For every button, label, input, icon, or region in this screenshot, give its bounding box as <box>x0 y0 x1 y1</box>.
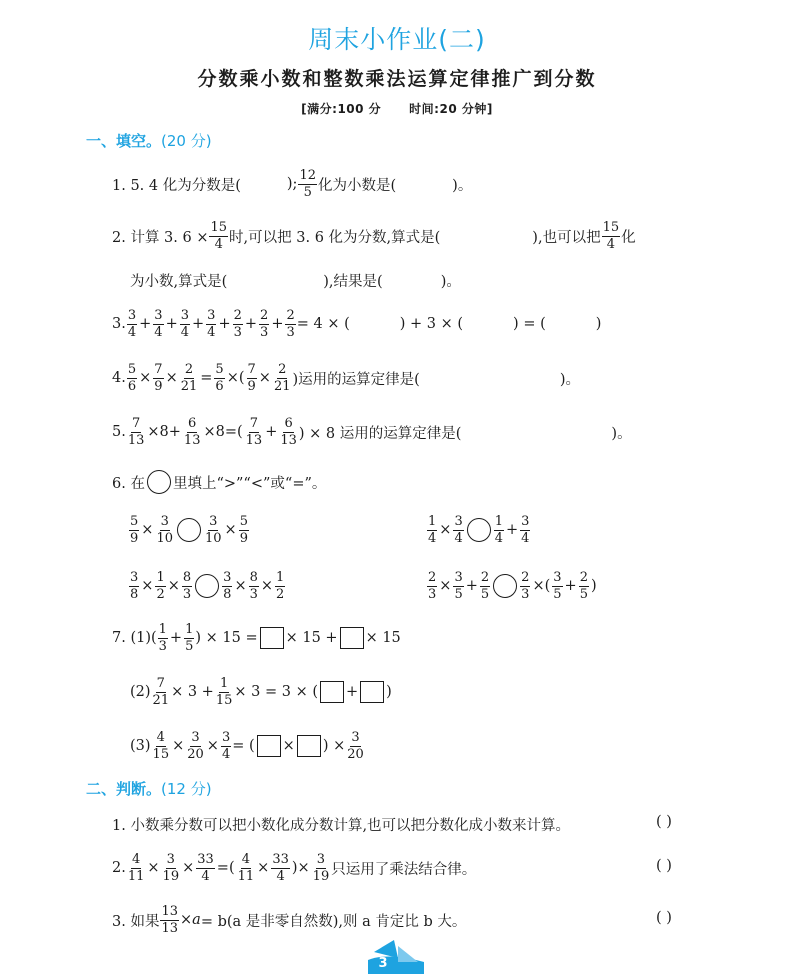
question-7-part-3: (3) $\frac{4}{15}$ × $\frac{3}{20}$ × $\frac{3}{4}$ = ( × ) × $\frac{3}{20}$ <box>130 729 364 762</box>
section-title: 一、填空。 <box>86 132 162 150</box>
compare-circle-icon <box>147 470 171 494</box>
section-title: 二、判断。 <box>86 780 162 798</box>
compare-item-1: $\frac{5}{9}$ × $\frac{3}{10}$ $\frac{3}{10}$ × $\frac{5}{9}$ <box>130 513 248 546</box>
page-number-badge <box>368 938 424 974</box>
fraction: $\frac{12}{5}$ <box>299 167 316 200</box>
section-judge-heading <box>86 778 212 799</box>
question-1: 1. 5. 4 化为分数是( ); $\frac{12}{5}$ 化为小数是( )。 <box>112 167 473 200</box>
answer-box[interactable] <box>260 627 284 649</box>
section-points: (12 分) <box>161 780 212 798</box>
compare-item-2: $\frac{1}{4}$ × $\frac{3}{4}$ $\frac{1}{4}$ + $\frac{3}{4}$ <box>428 513 530 546</box>
answer-box[interactable] <box>360 681 384 703</box>
answer-box[interactable] <box>340 627 364 649</box>
compare-circle-input[interactable] <box>195 574 219 598</box>
answer-box[interactable] <box>257 735 281 757</box>
compare-circle-input[interactable] <box>177 518 201 542</box>
judge-2: 2. $\frac{4}{11}$ × $\frac{3}{19}$ × $\frac{33}{4}$ =( $\frac{4}{11}$ × $\frac{33}{4}$ )× $\frac{3}{19}$ 只运用了乘法结合律。 <box>112 851 477 884</box>
question-4: 4. $\frac{5}{6}$ × $\frac{7}{9}$ × $\frac{2}{21}$ = $\frac{5}{6}$ ×( $\frac{7}{9}$ × $\frac{2}{21}$ )运用的运算定律是( )。 <box>112 361 580 394</box>
page-number: 3 <box>378 956 388 971</box>
question-5: 5. $\frac{7}{13}$ ×8+ $\frac{6}{13}$ ×8=( $\frac{7}{13}$ + $\frac{6}{13}$ ) × 8 运用的运算定律是( )。 <box>112 415 632 448</box>
judge-answer-paren[interactable]: ( ) <box>656 814 672 830</box>
section-points: (20 分) <box>161 132 212 150</box>
compare-circle-input[interactable] <box>493 574 517 598</box>
question-3: 3. $\frac{3}{4}$ + $\frac{3}{4}$ + $\frac{3}{4}$ + $\frac{3}{4}$ + $\frac{2}{3}$ + $\frac{2}{3}$ + $\frac{2}{3}$ = 4 × ( ) + 3 × ( ) = ( ) <box>112 307 602 340</box>
judge-3: 3. 如果 $\frac{13}{13}$ × a = b(a 是非零自然数),则 a 肯定比 b 大。 <box>112 903 467 936</box>
judge-answer-paren[interactable]: ( ) <box>656 858 672 874</box>
score-time-info <box>0 100 794 117</box>
answer-box[interactable] <box>320 681 344 703</box>
page-subtitle: 分数乘小数和整数乘法运算定律推广到分数 <box>197 68 597 90</box>
score-label: [满分:100 分 <box>301 102 382 116</box>
compare-circle-input[interactable] <box>467 518 491 542</box>
compare-item-3: $\frac{3}{8}$ × $\frac{1}{2}$ × $\frac{8}{3}$ $\frac{3}{8}$ × $\frac{8}{3}$ × $\frac{1}{2}$ <box>130 569 285 602</box>
question-7-part-2: (2) $\frac{7}{21}$ × 3 + $\frac{1}{15}$ × 3 = 3 × ( + ) <box>130 675 392 708</box>
fraction: $\frac{15}{4}$ <box>210 219 228 252</box>
fraction: $\frac{15}{4}$ <box>602 219 620 252</box>
time-label: 时间:20 分钟] <box>409 102 493 116</box>
answer-box[interactable] <box>297 735 321 757</box>
judge-1: 1. 小数乘分数可以把小数化成分数计算,也可以把分数化成小数来计算。 <box>112 817 571 834</box>
compare-item-4: $\frac{2}{3}$ × $\frac{3}{5}$ + $\frac{2}{5}$ $\frac{2}{3}$ ×( $\frac{3}{5}$ + $\frac{2}{5}$ ) <box>428 569 597 602</box>
question-2: 2. 计算 3. 6 × $\frac{15}{4}$ 时,可以把 3. 6 化为分数,算式是( ),也可以把 $\frac{15}{4}$ 化 <box>112 219 636 252</box>
question-6: 6. 在 里填上“>”“<”或“=”。 <box>112 460 326 504</box>
page-title: 周末小作业(二) <box>308 25 486 54</box>
question-2-line-2: 为小数,算式是( ),结果是( )。 <box>130 273 461 290</box>
judge-answer-paren[interactable]: ( ) <box>656 910 672 926</box>
question-7-part-1: 7. (1)( $\frac{1}{3}$ + $\frac{1}{5}$ ) × 15 = × 15 + × 15 <box>112 621 401 654</box>
section-fill-blank-heading <box>86 130 212 151</box>
